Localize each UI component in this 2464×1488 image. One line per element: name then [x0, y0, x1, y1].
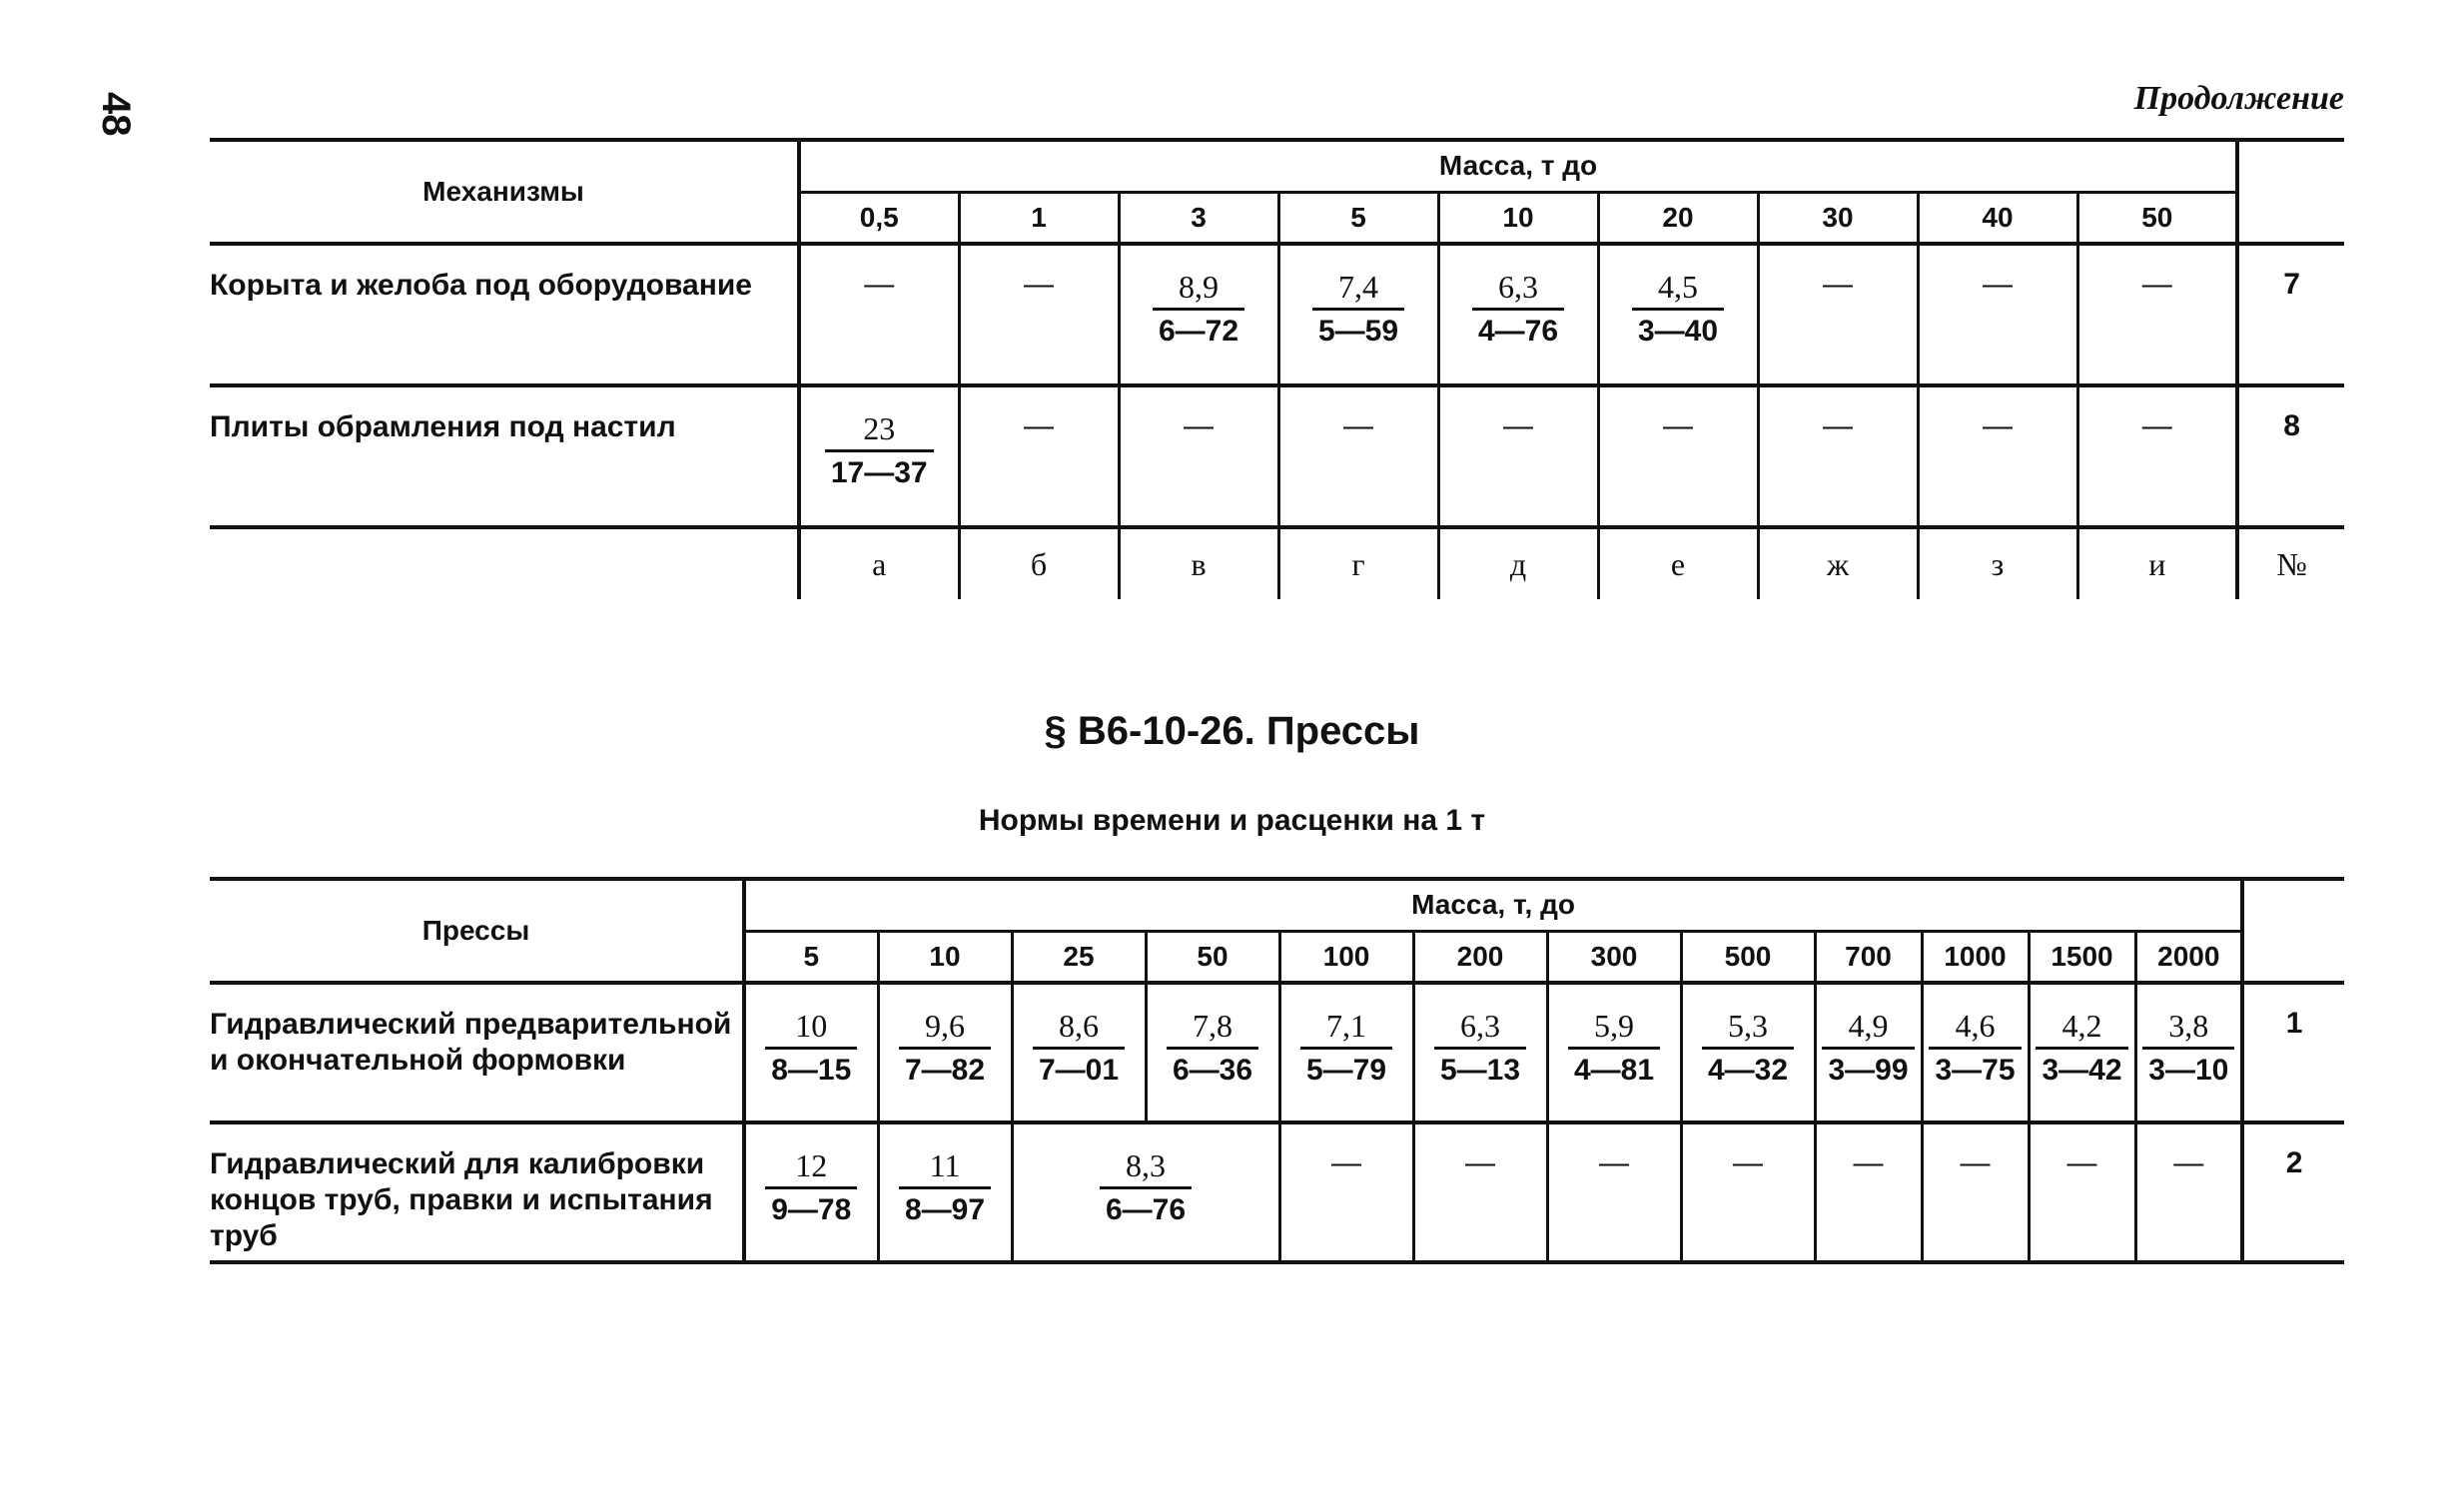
letter-row-blank: [210, 527, 799, 599]
dash: —: [1503, 409, 1533, 442]
cell: [1278, 385, 1438, 527]
dash: —: [1733, 1146, 1763, 1179]
subtitle: Нормы времени и расценки на 1 т: [978, 804, 1486, 837]
time-norm: 6,3: [1434, 1007, 1526, 1050]
cell: [1278, 244, 1438, 385]
rate: 3—40: [1637, 315, 1719, 348]
rate: 3—10: [2148, 1054, 2229, 1087]
rate: 7—01: [1038, 1054, 1120, 1087]
rate: 17—37: [830, 456, 928, 489]
rate: 6—72: [1158, 315, 1239, 348]
rate: 8—15: [771, 1054, 852, 1087]
norm-fraction: [899, 1146, 991, 1229]
time-norm: 7,4: [1312, 268, 1404, 311]
row-number: 7: [2237, 244, 2344, 385]
row-name: Гидравлический предварительной и окончательной формовки: [210, 1008, 732, 1077]
time-norm: 10: [765, 1007, 857, 1050]
column-letter: а: [799, 527, 959, 599]
mechanisms-table: [210, 138, 2344, 599]
row-name: Плиты обрамления под настил: [210, 410, 676, 443]
mass-group-header: Масса, т, до: [744, 879, 2242, 931]
time-norm: 4,5: [1632, 268, 1724, 311]
norm-fraction: [1312, 268, 1404, 351]
time-norm: 11: [899, 1146, 991, 1189]
mass-col-3: 3: [1119, 192, 1278, 244]
column-letter: е: [1598, 527, 1758, 599]
column-letter: г: [1278, 527, 1438, 599]
cell: [1922, 983, 2029, 1122]
row-number: 8: [2237, 385, 2344, 527]
mass-col: 10: [878, 931, 1012, 983]
table-row: [210, 385, 2344, 527]
no-label: №: [2237, 527, 2344, 599]
cell: [1681, 983, 1815, 1122]
dash: —: [1823, 268, 1853, 301]
section-title: § В6-10-26. Прессы: [1044, 709, 1420, 753]
time-norm: 4,6: [1929, 1007, 2021, 1050]
norm-fraction: [1434, 1007, 1526, 1090]
no-header-cell: [2237, 140, 2344, 244]
dash: —: [1465, 1146, 1495, 1179]
rate: 3—99: [1828, 1054, 1909, 1087]
rate: 5—59: [1317, 315, 1399, 348]
dash: —: [1983, 409, 2013, 442]
column-letter: б: [959, 527, 1119, 599]
norm-fraction: [1702, 1007, 1794, 1090]
time-norm: 4,9: [1822, 1007, 1914, 1050]
table-row: [210, 244, 2344, 385]
dash: —: [1024, 409, 1054, 442]
cell: [1413, 1122, 1547, 1262]
page-number: 48: [94, 92, 138, 137]
cell: [1146, 983, 1279, 1122]
cell: [799, 385, 959, 527]
cell: [1438, 244, 1598, 385]
cell: [1815, 1122, 1922, 1262]
cell: [2077, 244, 2237, 385]
rate: 8—97: [904, 1193, 986, 1226]
time-norm: 8,6: [1033, 1007, 1125, 1050]
time-norm: 7,8: [1167, 1007, 1258, 1050]
dash: —: [1024, 268, 1054, 301]
table-row: [210, 983, 2344, 1122]
time-norm: 8,3: [1100, 1146, 1192, 1189]
rate: 4—81: [1573, 1054, 1655, 1087]
rate: 5—79: [1305, 1054, 1387, 1087]
dash: —: [1599, 1146, 1629, 1179]
cell: [799, 244, 959, 385]
mass-col: 25: [1012, 931, 1146, 983]
mass-col: 700: [1815, 931, 1922, 983]
norm-fraction: [2142, 1007, 2234, 1090]
dash: —: [2141, 268, 2172, 301]
cell: [2135, 1122, 2242, 1262]
dash: —: [864, 268, 895, 301]
mass-col-5: 5: [1278, 192, 1438, 244]
norm-fraction: [1153, 268, 1244, 351]
norm-fraction: [765, 1146, 857, 1229]
cell: [1413, 983, 1547, 1122]
time-norm: 9,6: [899, 1007, 991, 1050]
norm-fraction: [1568, 1007, 1660, 1090]
cell: [744, 1122, 878, 1262]
mass-col: 2000: [2135, 931, 2242, 983]
rate: 6—36: [1172, 1054, 1253, 1087]
mass-col-0-5: 0,5: [799, 192, 959, 244]
time-norm: 5,9: [1568, 1007, 1660, 1050]
norm-fraction: [1472, 268, 1564, 351]
cell: [744, 983, 878, 1122]
time-norm: 7,1: [1300, 1007, 1392, 1050]
time-norm: 3,8: [2142, 1007, 2234, 1050]
cell: [2077, 385, 2237, 527]
time-norm: 5,3: [1702, 1007, 1794, 1050]
time-norm: 23: [825, 409, 934, 452]
norm-fraction: [1632, 268, 1724, 351]
mass-group-header: Масса, т до: [799, 140, 2237, 192]
cell: [2135, 983, 2242, 1122]
column-letter: д: [1438, 527, 1598, 599]
mass-col-20: 20: [1598, 192, 1758, 244]
mass-col: 100: [1279, 931, 1413, 983]
norm-fraction: [1300, 1007, 1392, 1090]
mass-col: 5: [744, 931, 878, 983]
dash: —: [1331, 1146, 1361, 1179]
dash: —: [1823, 409, 1853, 442]
norm-fraction: [825, 409, 934, 492]
cell: [1598, 385, 1758, 527]
row-name: Гидравлический для калибровки концов труб, правки и испытания труб: [210, 1147, 713, 1252]
column-letter: и: [2077, 527, 2237, 599]
cell: [1012, 983, 1146, 1122]
column-letter: в: [1119, 527, 1278, 599]
row-name: Корыта и желоба под оборудование: [210, 269, 752, 302]
dash: —: [1983, 268, 2013, 301]
cell: [878, 983, 1012, 1122]
time-norm: 6,3: [1472, 268, 1564, 311]
rate: 5—13: [1439, 1054, 1521, 1087]
rate: 4—32: [1707, 1054, 1789, 1087]
no-header-cell: [2242, 879, 2344, 983]
mass-col: 200: [1413, 931, 1547, 983]
mass-col-10: 10: [1438, 192, 1598, 244]
norm-fraction: [1929, 1007, 2021, 1090]
cell: [1598, 244, 1758, 385]
dash: —: [1343, 409, 1373, 442]
mass-col-1: 1: [959, 192, 1119, 244]
cell: [1681, 1122, 1815, 1262]
row-number: 2: [2242, 1122, 2344, 1262]
norm-fraction: [899, 1007, 991, 1090]
column-letter: ж: [1758, 527, 1918, 599]
time-norm: 8,9: [1153, 268, 1244, 311]
cell: [2029, 983, 2135, 1122]
cell: [1279, 983, 1413, 1122]
dash: —: [2173, 1146, 2204, 1179]
rate: 6—76: [1105, 1193, 1187, 1226]
norm-fraction: [2036, 1007, 2127, 1090]
presses-table: [210, 877, 2344, 1264]
table-row: [210, 1122, 2344, 1262]
row-number: 1: [2242, 983, 2344, 1122]
norm-fraction: [1033, 1007, 1125, 1090]
cell: [959, 244, 1119, 385]
norm-fraction: [765, 1007, 857, 1090]
norm-fraction: [1822, 1007, 1914, 1090]
rate: 3—75: [1935, 1054, 2016, 1087]
cell: [878, 1122, 1012, 1262]
norm-fraction: [1167, 1007, 1258, 1090]
mass-col-40: 40: [1918, 192, 2077, 244]
letter-row: [210, 527, 2344, 599]
cell: [2029, 1122, 2135, 1262]
dash: —: [1184, 409, 1214, 442]
cell: [1918, 244, 2077, 385]
dash: —: [2141, 409, 2172, 442]
rate: 3—42: [2042, 1054, 2122, 1087]
mass-col: 1000: [1922, 931, 2029, 983]
norm-fraction: [1100, 1146, 1192, 1229]
mass-col: 1500: [2029, 931, 2135, 983]
cell: [1918, 385, 2077, 527]
rate: 9—78: [771, 1193, 852, 1226]
rate: 4—76: [1477, 315, 1559, 348]
cell: [1438, 385, 1598, 527]
cell: [1119, 385, 1278, 527]
time-norm: 4,2: [2036, 1007, 2127, 1050]
cell: [1547, 1122, 1681, 1262]
mass-col: 50: [1146, 931, 1279, 983]
cell: [959, 385, 1119, 527]
cell: [1012, 1122, 1279, 1262]
cell: [1547, 983, 1681, 1122]
dash: —: [1853, 1146, 1884, 1179]
mass-col-50: 50: [2077, 192, 2237, 244]
dash: —: [1663, 409, 1693, 442]
cell: [1758, 244, 1918, 385]
mass-col: 300: [1547, 931, 1681, 983]
mechanisms-header: Механизмы: [422, 176, 584, 207]
mass-col-30: 30: [1758, 192, 1918, 244]
cell: [1815, 983, 1922, 1122]
time-norm: 12: [765, 1146, 857, 1189]
mass-col: 500: [1681, 931, 1815, 983]
continuation-label: Продолжение: [2133, 80, 2344, 117]
presses-header: Прессы: [421, 915, 530, 946]
cell: [1922, 1122, 2029, 1262]
dash: —: [1960, 1146, 1991, 1179]
column-letter: з: [1918, 527, 2077, 599]
cell: [1119, 244, 1278, 385]
rate: 7—82: [904, 1054, 986, 1087]
cell: [1758, 385, 1918, 527]
dash: —: [2066, 1146, 2097, 1179]
cell: [1279, 1122, 1413, 1262]
